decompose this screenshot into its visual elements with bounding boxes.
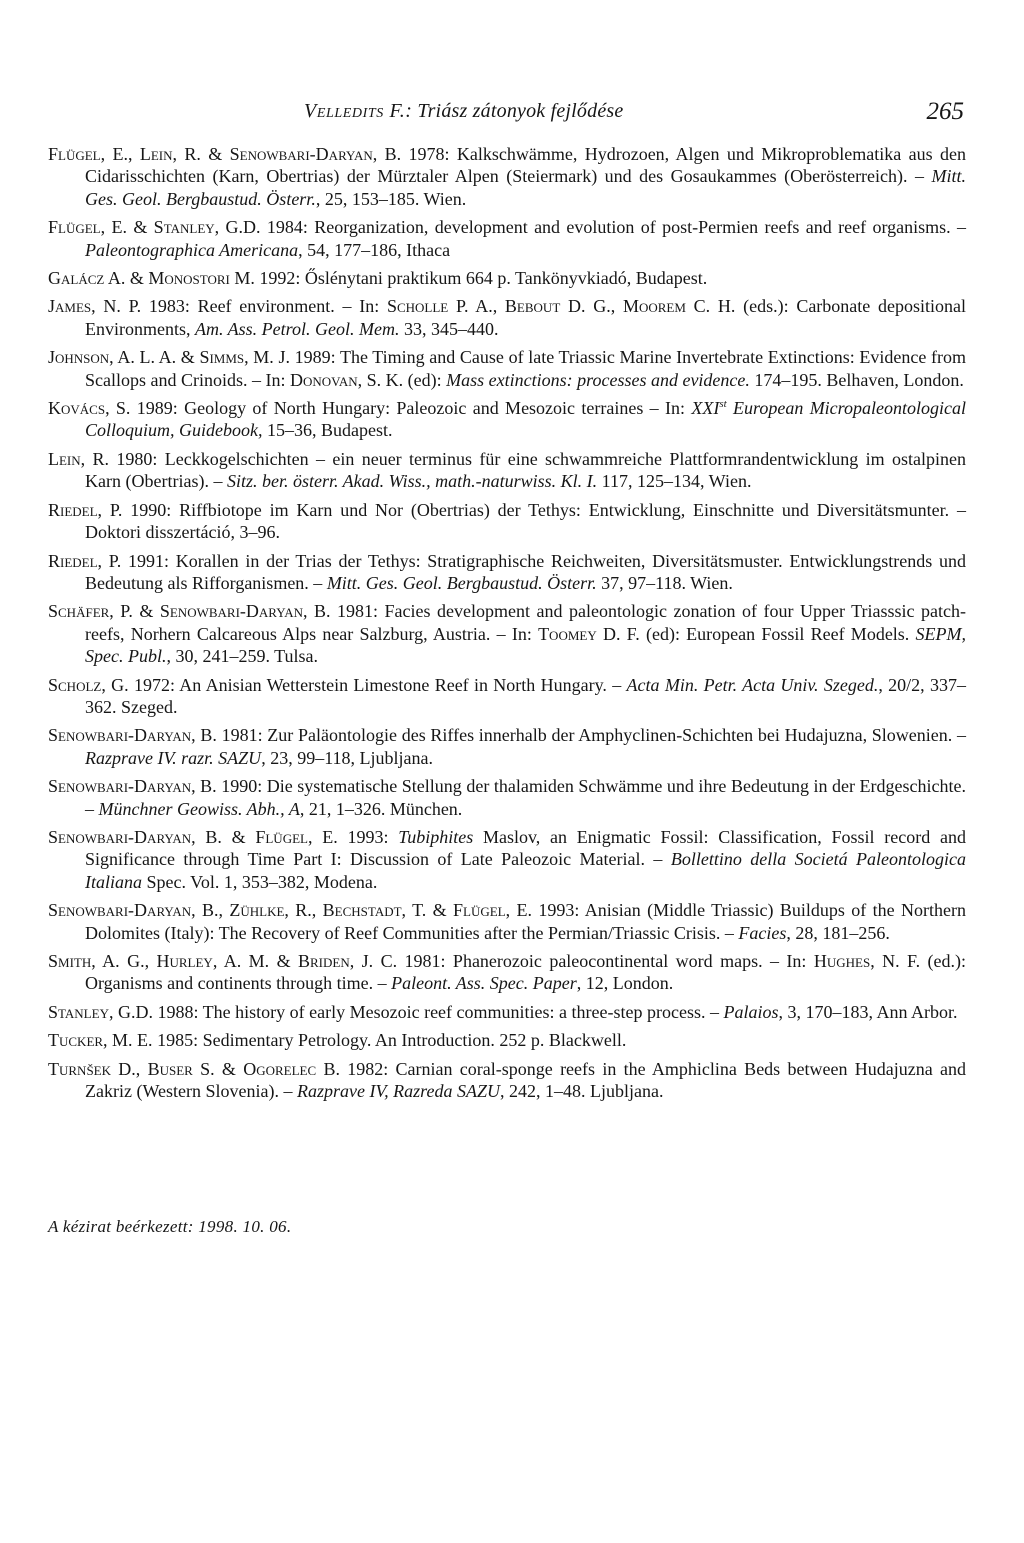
reference-item: Turnšek D., Buser S. & Ogorelec B. 1982: Carnian coral-sponge reefs in the Amphiclina Beds between Hudajuzna and Zakriz (Western Slovenia). – Razprave IV, Razreda SAZU, 242, 1–48. Ljubljana.: [48, 1058, 966, 1102]
reference-item: Kovács, S. 1989: Geology of North Hungary: Paleozoic and Mesozoic terraines – In: XXIst European Micropaleontological Colloquium, Guidebook, 15–36, Budapest.: [48, 398, 966, 441]
reference-item: Lein, R. 1980: Leckkogelschichten – ein neuer terminus für eine schwammreiche Plattformrandentwicklung im ostalpinen Karn (Obertrias). – Sitz. ber. österr. Akad. Wiss., math.-naturwiss. Kl. I. 117, 125–134, Wien.: [48, 448, 966, 492]
reference-item: Riedel, P. 1991: Korallen in der Trias der Tethys: Stratigraphische Reichweiten, Diversitätsmuster. Entwicklungstrends und Bedeutung als Rifforganismen. – Mitt. Ges. Geol. Bergbaustud. Österr. 37, 97–118. Wien.: [48, 550, 967, 593]
page-number: 265: [926, 98, 964, 125]
reference-item: Schäfer, P. & Senowbari-Daryan, B. 1981: Facies development and paleontologic zonation of four Upper Triasssic patch-reefs, Norhern Calcareous Alps near Salzburg, Austria. – In: Toomey D. F. (ed): European Fossil Reef Models. SEPM, Spec. Publ., 30, 241–259. Tulsa.: [48, 601, 967, 667]
running-title: Velledits F.: Triász zátonyok fejlődése: [304, 100, 624, 122]
reference-item: Riedel, P. 1990: Riffbiotope im Karn und Nor (Obertrias) der Tethys: Entwicklung, Einschnitte und Diversitätsmunter. – Doktori disszertáció, 3–96.: [48, 499, 966, 543]
reference-item: Tucker, M. E. 1985: Sedimentary Petrology. An Introduction. 252 p. Blackwell.: [48, 1030, 627, 1051]
reference-item: Senowbari-Daryan, B., Zühlke, R., Bechstadt, T. & Flügel, E. 1993: Anisian (Middle Triassic) Buildups of the Northern Dolomites (Italy): The Recovery of Reef Communities after the Permian/Triassic Crisis. – Facies, 28, 181–256.: [48, 900, 967, 943]
reference-item: Smith, A. G., Hurley, A. M. & Briden, J. C. 1981: Phanerozoic paleocontinental word maps. – In: Hughes, N. F. (ed.): Organisms and continents through time. – Paleont. Ass. Spec. Paper, 12, London.: [48, 951, 967, 994]
running-header: [48, 98, 964, 130]
reference-item: Stanley, G.D. 1988: The history of early Mesozoic reef communities: a three-step process. – Palaios, 3, 170–183, Ann Arbor.: [48, 1001, 958, 1022]
reference-item: Senowbari-Daryan, B. 1990: Die systematische Stellung der thalamiden Schwämme und ihre Bedeutung in der Erdgeschichte. – Münchner Geowiss. Abh., A, 21, 1–326. München.: [48, 776, 967, 819]
reference-item: Senowbari-Daryan, B. & Flügel, E. 1993: Tubiphites Maslov, an Enigmatic Fossil: Classification, Fossil record and Significance through Time Part I: Discussion of Late Paleozoic Material. – Bollettino della Societá Paleontologica Italiana Spec. Vol. 1, 353–382, Modena.: [48, 826, 966, 892]
reference-item: Flügel, E., Lein, R. & Senowbari-Daryan, B. 1978: Kalkschwämme, Hydrozoen, Algen und Mikroproblematika aus den Cidarisschichten (Karn, Obertrias) der Mürztaler Alpen (Steiermark) und des Gosaukammes (Oberösterreich). – Mitt. Ges. Geol. Bergbaustud. Österr., 25, 153–185. Wien.: [48, 144, 966, 209]
reference-item: Galácz A. & Monostori M. 1992: Őslénytani praktikum 664 p. Tankönyvkiadó, Budapest.: [48, 268, 708, 289]
reference-item: Scholz, G. 1972: An Anisian Wetterstein Limestone Reef in North Hungary. – Acta Min. Petr. Acta Univ. Szeged., 20/2, 337–362. Szeged.: [48, 674, 966, 717]
reference-item: Johnson, A. L. A. & Simms, M. J. 1989: The Timing and Cause of late Triassic Marine Invertebrate Extinctions: Evidence from Scallops and Crinoids. – In: Donovan, S. K. (ed): Mass extinctions: processes and evidence. 174–195. Belhaven, London.: [48, 347, 967, 390]
reference-list: [48, 143, 966, 1108]
reference-item: James, N. P. 1983: Reef environment. – In: Scholle P. A., Bebout D. G., Moorem C. H. (eds.): Carbonate depositional Environments, Am. Ass. Petrol. Geol. Mem. 33, 345–440.: [48, 296, 967, 339]
manuscript-received-note: A kézirat beérkezett: 1998. 10. 06.: [48, 1217, 292, 1236]
reference-item: Senowbari-Daryan, B. 1981: Zur Paläontologie des Riffes innerhalb der Amphyclinen-Schichten bei Hudajuzna, Slowenien. – Razprave IV. razr. SAZU, 23, 99–118, Ljubljana.: [48, 725, 966, 768]
reference-item: Flügel, E. & Stanley, G.D. 1984: Reorganization, development and evolution of post-Permien reefs and reef organisms. – Paleontographica Americana, 54, 177–186, Ithaca: [48, 217, 967, 260]
